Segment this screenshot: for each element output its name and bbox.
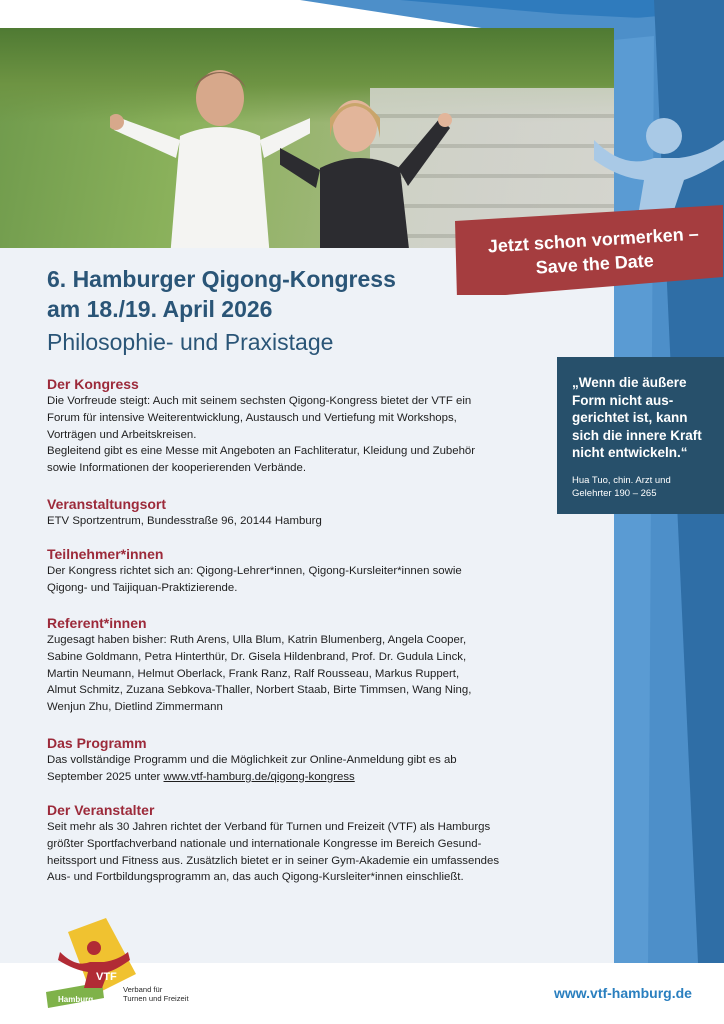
section-line bbox=[47, 769, 567, 786]
section-teilnehmer bbox=[47, 545, 567, 597]
section-line: Zugesagt haben bisher: Ruth Arens, Ulla Blum, Katrin Blumenberg, Angela Cooper, bbox=[47, 634, 467, 646]
quote-author bbox=[572, 474, 712, 500]
section-line: ETV Sportzentrum, Bundesstraße 96, 20144 Hamburg bbox=[47, 515, 322, 527]
section-heading: Der Veranstalter bbox=[47, 802, 155, 818]
section-heading: Veranstaltungsort bbox=[47, 496, 167, 512]
footer-website-link[interactable]: www.vtf-hamburg.de bbox=[554, 985, 692, 1001]
section-ort bbox=[47, 495, 567, 530]
section-line: Der Kongress richtet sich an: Qigong-Lehrer*innen, Qigong-Kursleiter*innen sowie bbox=[47, 565, 462, 577]
section-line: Aus- und Fortbildungsprogramm an, das auch Qigong-Kursleiter*innen einschließt. bbox=[47, 871, 464, 884]
section-line: größter Sportfachverband nationale und internationale Kongresse im Bereich Gesund- bbox=[47, 837, 482, 850]
section-line: heitssport und Fitness aus. Zusätzlich bietet er in seiner Gym-Akademie ein umfassendes bbox=[47, 854, 500, 867]
section-heading: Teilnehmer*innen bbox=[47, 546, 164, 562]
page-subtitle: Philosophie- und Praxistage bbox=[47, 329, 334, 355]
quote-text: „Wenn die äußere Form nicht aus-gerichtet ist, kann sich die innere Kraft nicht entwickeln.“ bbox=[572, 375, 702, 460]
section-line: Qigong- und Taijiquan-Praktizierende. bbox=[47, 581, 238, 594]
section-heading: Referent*innen bbox=[47, 615, 147, 631]
vtf-figure-icon bbox=[584, 100, 724, 210]
young-woman-figure bbox=[280, 78, 460, 248]
logo-city-text: Hamburg bbox=[58, 995, 94, 1004]
section-line: Martin Neumann, Helmut Oberlack, Frank Ranz, Ralf Rousseau, Markus Ruppert, bbox=[47, 667, 460, 680]
section-line: sowie Informationen der kooperierenden Verbände. bbox=[47, 462, 306, 475]
banner-line-2: Save the Date bbox=[535, 250, 655, 278]
quote-author-line-1: Hua Tuo, chin. Arzt und bbox=[572, 474, 671, 486]
section-line: Forum für intensive Weiterentwicklung, Austausch und Vertiefung mit Workshops, bbox=[47, 411, 457, 424]
section-line: Wenjun Zhu, Dietlind Zimmermann bbox=[47, 701, 223, 714]
banner-line-1: Jetzt schon vormerken – bbox=[487, 223, 700, 257]
logo-caption-line-2: Turnen und Freizeit bbox=[123, 994, 189, 1003]
section-line: Begleitend gibt es eine Messe mit Angeboten an Fachliteratur, Kleidung und Zubehör bbox=[47, 445, 476, 458]
logo-caption-line-1: Verband für bbox=[123, 985, 163, 994]
section-line: Das vollständige Programm und die Möglichkeit zur Online-Anmeldung gibt es ab bbox=[47, 754, 457, 766]
program-link[interactable]: www.vtf-hamburg.de/qigong-kongress bbox=[163, 770, 355, 783]
quote-author-line-2: Gelehrter 190 – 265 bbox=[572, 487, 657, 499]
title-line-1: 6. Hamburger Qigong-Kongress bbox=[47, 266, 396, 292]
logo-mark-text: VTF bbox=[96, 971, 117, 983]
title-line-2: am 18./19. April 2026 bbox=[47, 296, 273, 322]
section-line: Almut Schmitz, Zuzana Sebkova-Thaller, Norbert Staab, Birte Timmsen, Wang Ning, bbox=[47, 684, 472, 697]
section-heading: Das Programm bbox=[47, 735, 147, 751]
programm-line-prefix: September 2025 unter bbox=[47, 770, 164, 783]
section-kongress bbox=[47, 375, 567, 477]
section-programm bbox=[47, 734, 567, 786]
section-veranstalter bbox=[47, 801, 567, 886]
page-title bbox=[47, 264, 567, 324]
section-heading: Der Kongress bbox=[47, 376, 139, 392]
quote-box bbox=[557, 357, 724, 514]
section-line: Seit mehr als 30 Jahren richtet der Verband für Turnen und Freizeit (VTF) als Hamburgs bbox=[47, 821, 491, 833]
logo-caption bbox=[123, 985, 189, 1003]
header-block bbox=[47, 264, 567, 356]
section-line: Sabine Goldmann, Petra Hinterthür, Dr. Gisela Hildenbrand, Prof. Dr. Gudula Linck, bbox=[47, 650, 467, 663]
section-referenten bbox=[47, 614, 567, 716]
section-line: Die Vorfreude steigt: Auch mit seinem sechsten Qigong-Kongress bietet der VTF ein bbox=[47, 395, 472, 407]
section-line: Vorträgen und Arbeitskreisen. bbox=[47, 428, 197, 441]
